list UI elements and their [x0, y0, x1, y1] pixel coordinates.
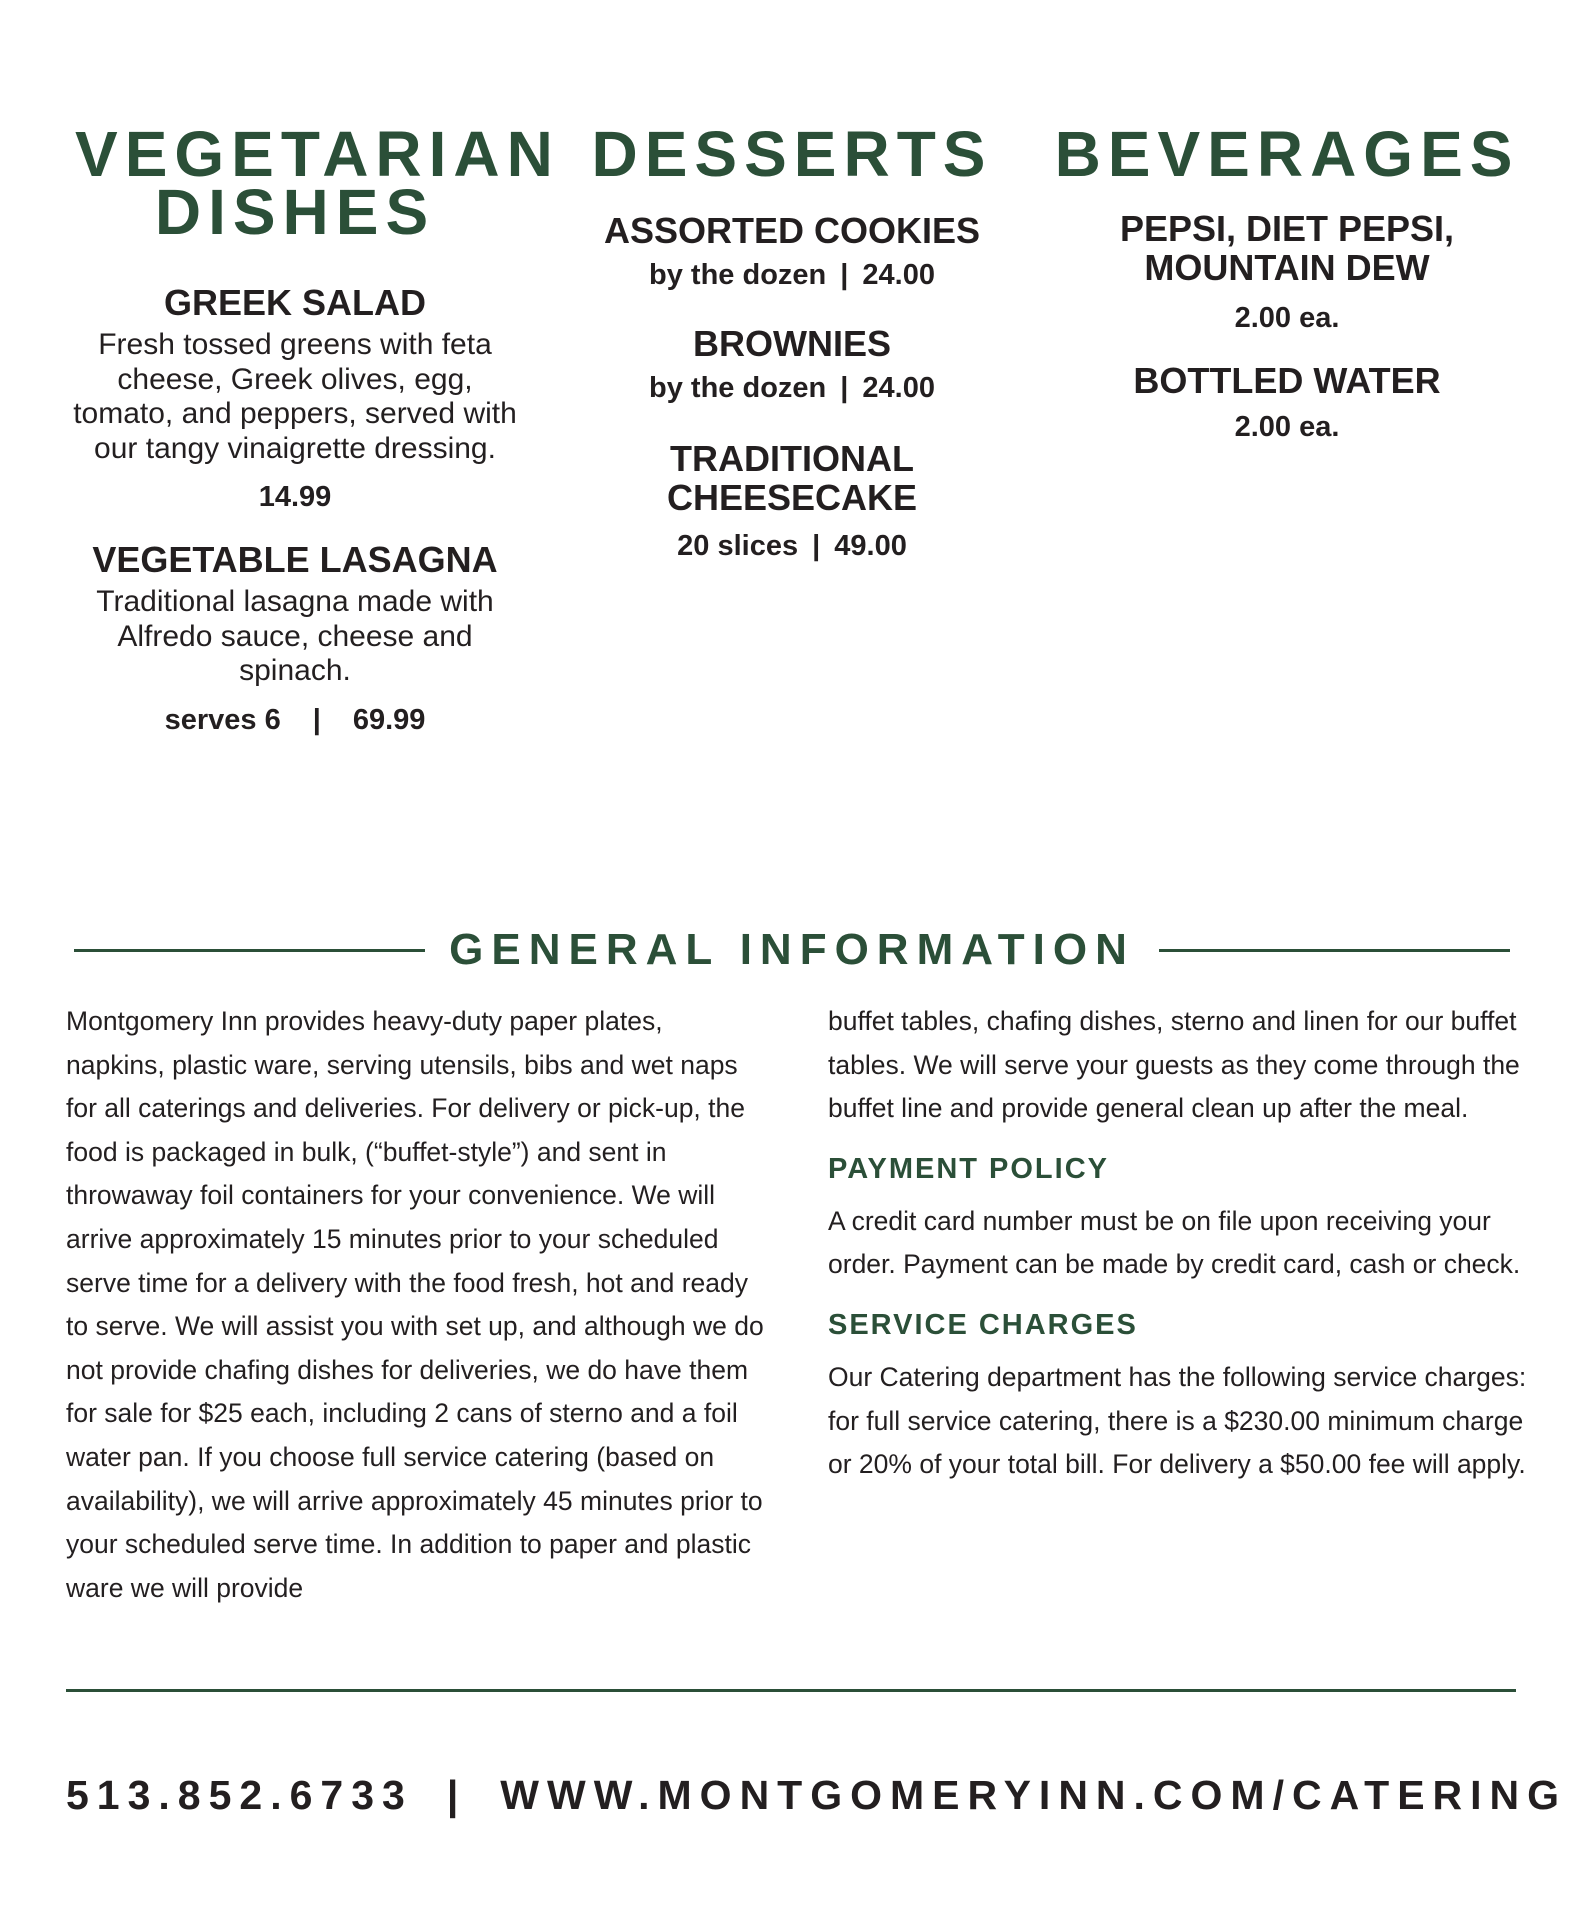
website-link[interactable]: WWW.MONTGOMERYINN.COM/CATERING: [500, 1772, 1568, 1818]
footer-separator: |: [446, 1772, 467, 1818]
item-unit: by the dozen: [649, 372, 827, 404]
menu-item-brownies: [557, 324, 1027, 405]
item-name: PEPSI, DIET PEPSI, MOUNTAIN DEW: [1119, 208, 1455, 288]
phone-number[interactable]: 513.852.6733: [66, 1772, 413, 1818]
item-name: GREEK SALAD: [163, 282, 427, 323]
item-unit-price: [557, 371, 1027, 405]
item-price: 24.00: [862, 259, 935, 291]
payment-policy-title: PAYMENT POLICY: [828, 1152, 1109, 1185]
item-name: TRADITIONAL CHEESECAKE: [666, 438, 918, 518]
item-name: BROWNIES: [693, 323, 891, 364]
general-info-paragraph: Montgomery Inn provides heavy-duty paper plates, napkins, plastic ware, serving utensils, bibs and wet naps for all caterings and deliveries. For delivery or pick-up, the food is packaged in bulk, (“buffet-style”) and sent in throwaway foil containers for your convenience. We will arrive approximately 15 minutes prior to your scheduled serve time for a delivery with the food fresh, hot and ready to serve. We will assist you with set up, and although we do not provide chafing dishes for deliveries, we do have them for sale for $25 each, including 2 cans of sterno and a foil water pan. If you choose full service catering (based on availability), we will arrive approximately 45 minutes prior to your scheduled serve time. In addition to paper and plastic ware we will provide: [66, 1006, 764, 1603]
menu-item-bottled-water: [1052, 361, 1522, 444]
item-price: 49.00: [834, 530, 907, 562]
menu-item-assorted-cookies: [557, 211, 1027, 292]
general-info-heading: [74, 920, 1510, 980]
item-serving: serves 6: [164, 703, 281, 736]
item-price: 2.00 ea.: [1234, 411, 1340, 443]
item-separator: |: [312, 703, 321, 736]
footer-contact: [66, 1772, 1568, 1819]
item-unit: by the dozen: [649, 259, 827, 291]
general-info-title: GENERAL INFORMATION: [449, 925, 1135, 974]
general-info-right-column: [828, 1000, 1528, 1487]
item-description: Fresh tossed greens with feta cheese, Greek olives, egg, tomato, and peppers, served with our tangy vinaigrette dressing.: [73, 328, 517, 465]
item-unit-price: [557, 529, 1027, 563]
divider-line: [1159, 949, 1510, 952]
desserts-section: [557, 118, 1027, 563]
beverages-section: [1052, 118, 1522, 444]
item-price: 2.00 ea.: [1234, 302, 1340, 334]
menu-item-traditional-cheesecake: [557, 439, 1027, 563]
item-description: Traditional lasagna made with Alfredo sauce, cheese and spinach.: [96, 585, 494, 687]
item-name: ASSORTED COOKIES: [603, 210, 981, 251]
vegetarian-section: [60, 118, 560, 737]
item-name: VEGETABLE LASAGNA: [92, 539, 498, 580]
general-info-paragraph-cont: buffet tables, chafing dishes, sterno and linen for our buffet tables. We will serve your guests as they come through the buffet line and provide general clean up after the meal.: [828, 1006, 1520, 1124]
item-price: 69.99: [352, 703, 426, 736]
item-price: 24.00: [862, 372, 935, 404]
item-name: BOTTLED WATER: [1133, 360, 1441, 401]
item-separator: |: [840, 372, 849, 404]
general-info-left-column: [66, 1000, 766, 1610]
item-serving-price: [60, 703, 530, 737]
item-unit: 20 slices: [677, 530, 799, 562]
menu-item-vegetable-lasagna: [60, 540, 530, 737]
payment-policy-text: A credit card number must be on file upon receiving your order. Payment can be made by credit card, cash or check.: [828, 1205, 1521, 1280]
service-charges-title: SERVICE CHARGES: [828, 1308, 1138, 1341]
menu-item-pepsi: [1052, 209, 1522, 335]
divider-line: [74, 949, 425, 952]
item-separator: |: [812, 530, 821, 562]
item-unit-price: [557, 258, 1027, 292]
footer-divider: [66, 1689, 1516, 1692]
desserts-title: DESSERTS: [591, 118, 993, 190]
beverages-title: BEVERAGES: [1054, 118, 1520, 190]
service-charges-text: Our Catering department has the following service charges: for full service catering, there is a $230.00 minimum charge or 20% of your total bill. For delivery a $50.00 fee will apply.: [828, 1361, 1527, 1480]
item-separator: |: [840, 259, 849, 291]
vegetarian-title: VEGETARIAN DISHES: [75, 118, 560, 248]
item-price: 14.99: [258, 481, 332, 513]
menu-item-greek-salad: [60, 283, 530, 514]
